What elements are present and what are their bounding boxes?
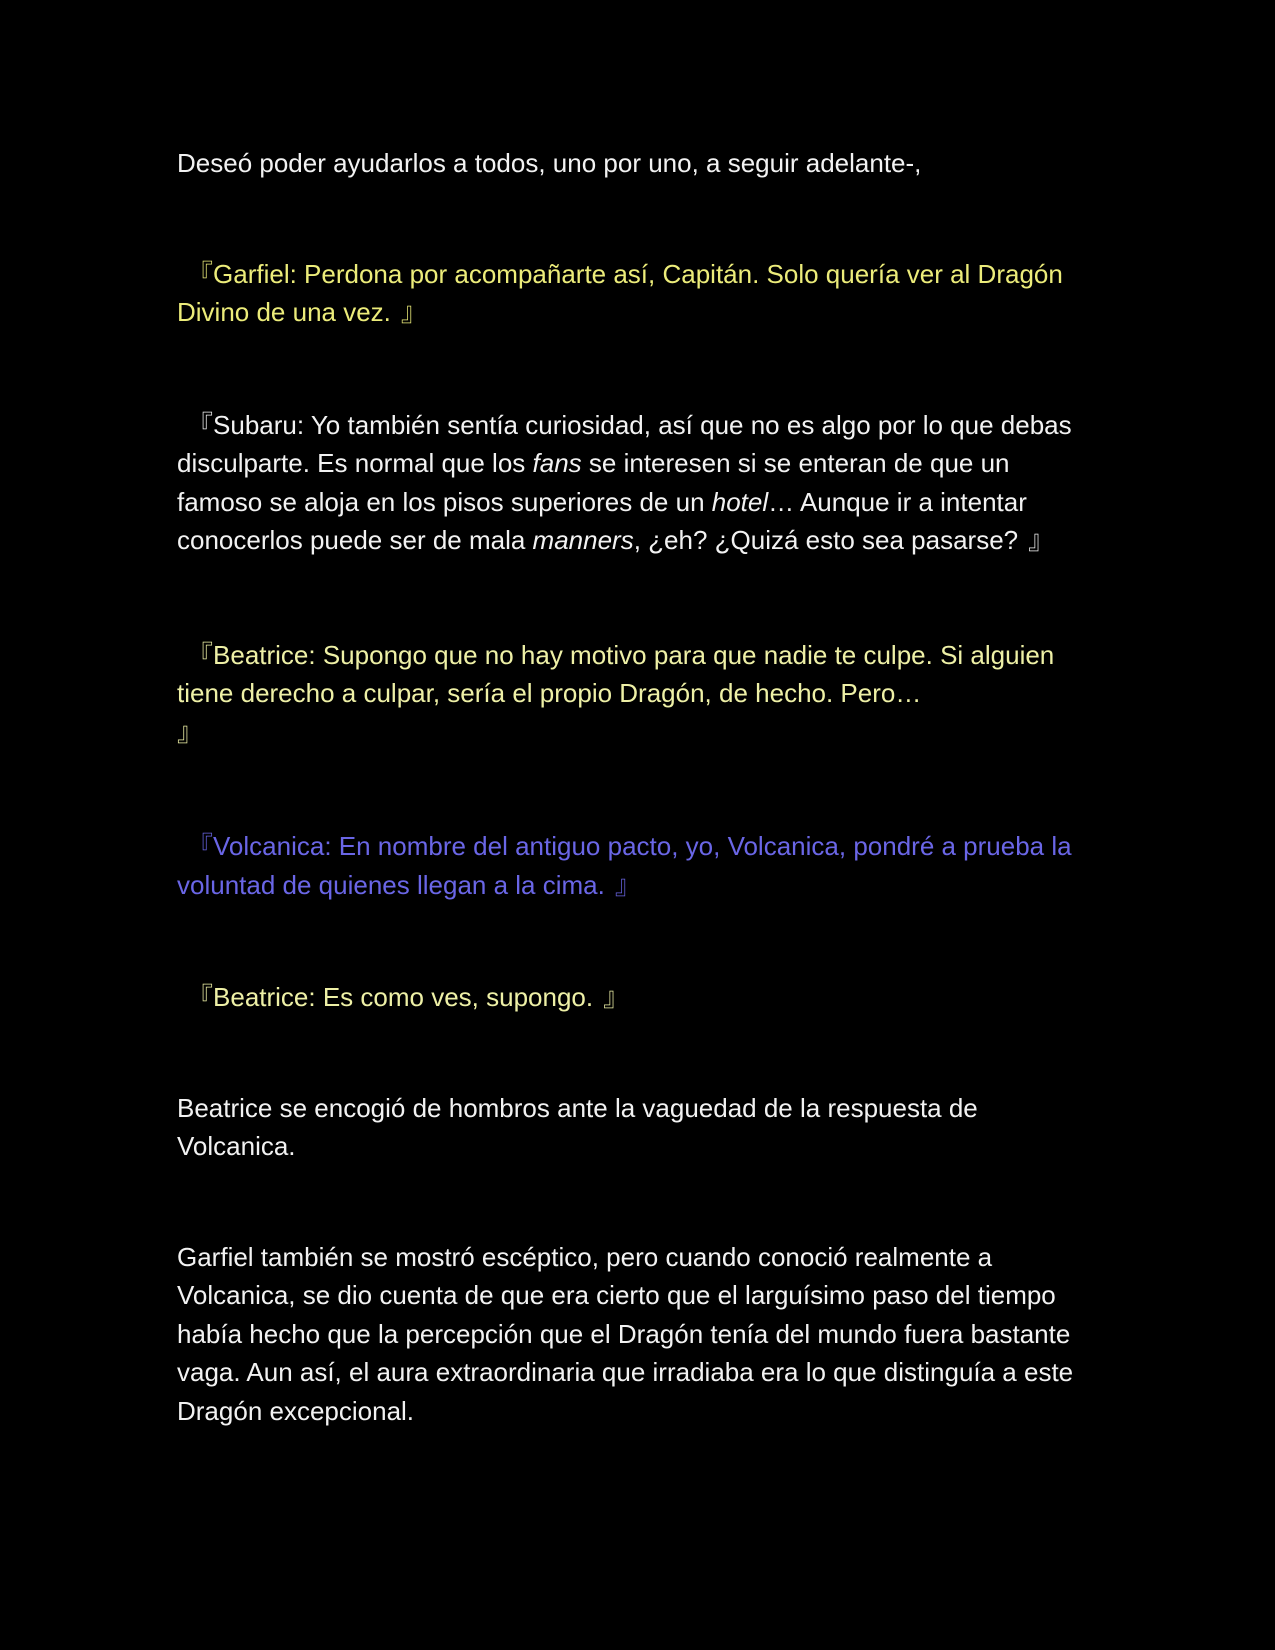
close-quote-bracket: 』	[614, 869, 641, 900]
close-quote-bracket: 』	[603, 982, 630, 1012]
open-quote-bracket: 『	[187, 831, 214, 861]
dialogue-text: Garfiel: Perdona por acompañarte así, Capitán. Solo quería ver al Dragón Divino de una vez.	[177, 258, 1063, 327]
italic-word: hotel	[711, 486, 769, 517]
dialogue-text: Beatrice: Es como ves, supongo.	[213, 982, 594, 1012]
dialogue-text-part: , ¿eh? ¿Quizá esto sea pasarse?	[633, 525, 1019, 555]
dialogue-text-part: Subaru: Yo también sentía curiosidad, así que no es algo por lo que debas disculparte. Es normal que los	[177, 409, 1072, 478]
paragraph-text: Garfiel también se mostró escéptico, pero cuando conoció realmente a Volcanica, se dio cuenta de que era cierto que el larguísimo paso del tiempo había hecho que la percepción que el Dragón tenía del mundo fuera bastante vaga. Aun así, el aura extraordinaria que irradiaba era lo que distinguía a este Dragón excepcional.	[177, 1241, 1074, 1426]
close-quote-bracket: 』	[1028, 525, 1055, 555]
italic-word: fans	[532, 448, 582, 478]
narration-paragraph	[177, 144, 1092, 183]
italic-word: manners	[532, 525, 634, 555]
open-quote-bracket: 『	[187, 639, 214, 670]
close-quote-bracket: 』	[400, 297, 427, 327]
close-quote-bracket: 』	[177, 716, 204, 747]
open-quote-bracket: 『	[187, 409, 214, 440]
dialogue-text-part: … Aunque ir a intentar conocerlos puede ser de mala	[177, 486, 1027, 555]
open-quote-bracket: 『	[187, 258, 214, 289]
narration-paragraph	[177, 1089, 1092, 1166]
paragraph-text: Deseó poder ayudarlos a todos, uno por uno, a seguir adelante-,	[177, 148, 922, 178]
dialogue-text-part: se interesen si se enteran de que un famoso se aloja en los pisos superiores de un	[177, 448, 1010, 517]
narration-paragraph	[177, 1238, 1092, 1431]
dialogue-text: Volcanica: En nombre del antiguo pacto, yo, Volcanica, pondré a prueba la voluntad de quienes llegan a la cima.	[177, 831, 1072, 900]
dialogue-subaru	[177, 406, 1092, 560]
paragraph-text: Beatrice se encogió de hombros ante la vaguedad de la respuesta de Volcanica.	[177, 1092, 978, 1161]
dialogue-text: Beatrice: Supongo que no hay motivo para que nadie te culpe. Si alguien tiene derecho a culpar, sería el propio Dragón, de hecho. Pero…	[177, 639, 1055, 708]
dialogue-volcanica	[177, 827, 1092, 904]
open-quote-bracket: 『	[187, 982, 214, 1012]
dialogue-garfiel	[177, 255, 1092, 332]
document-page	[177, 144, 1092, 1430]
dialogue-beatrice	[177, 978, 1092, 1017]
dialogue-beatrice	[177, 636, 1092, 752]
